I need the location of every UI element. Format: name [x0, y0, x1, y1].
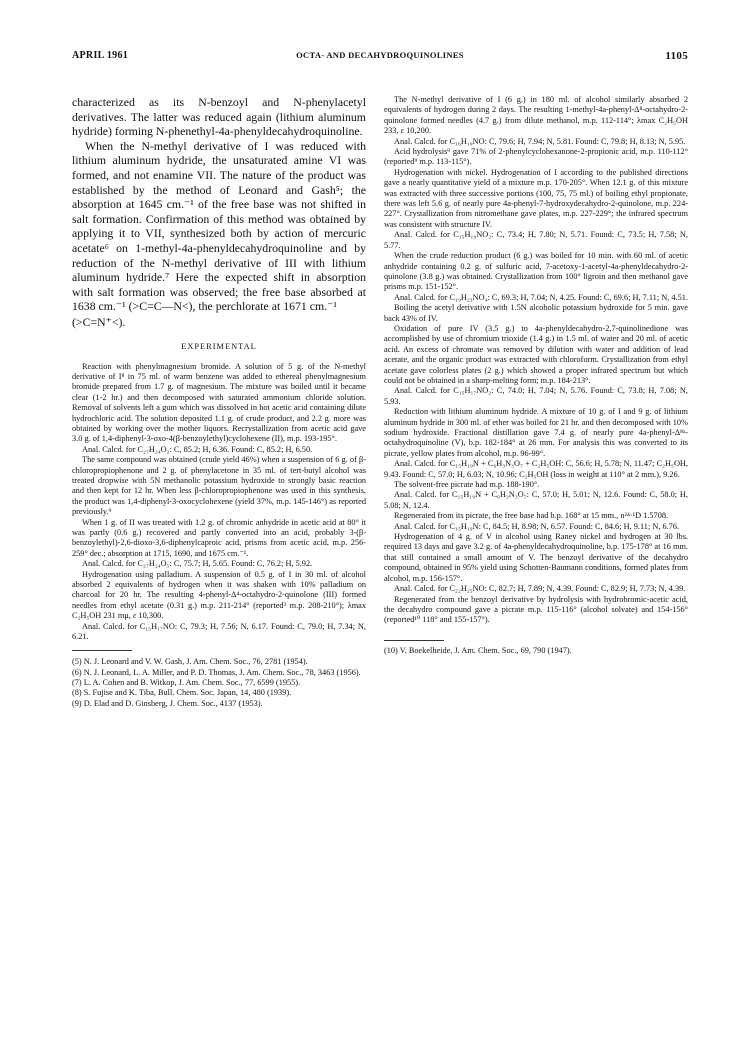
analysis-paragraph: Anal. Calcd. for C₁₆H₁₉NO: C, 79.6; H, 7.94; N, 5.81. Found: C, 79.8; H, 8.13; N, 5.95.	[394, 136, 686, 146]
page-header	[72, 50, 688, 64]
experimental-paragraph: Regenerated from its picrate, the free base had b.p. 168° at 15 mm., n²⁴·¹D 1.5708.	[394, 511, 669, 521]
experimental-paragraph: Reduction with lithium aluminum hydride. A mixture of 10 g. of I and 9 g. of lithium aluminum hydride in 300 ml. of ether was boiled for 21 hr. and then decomposed with 10% sodium hydroxide. Fractional distillation gave 7.4 g. of nearly pure 4a-phenyl-Δ⁸ᵃ-octahydroquinoline (V), b.p. 182-184° at 26 mm. For analysis this was converted to its picrate, yellow plates from alcohol, m.p. 96-99°.	[384, 407, 688, 458]
experimental-paragraph: Acid hydrolysis⁹ gave 71% of 2-phenylcyclohexanone-2-propionic acid, m.p. 110-112° (reported⁹ m.p. 113-115°).	[384, 147, 688, 167]
analysis-paragraph: Anal. Calcd. for C₂₂H₂₅NO: C, 82.7; H, 7.89; N, 4.39. Found: C, 82.9; H, 7.73; N, 4.39.	[394, 584, 686, 594]
footnote: (8) S. Fujise and K. Tiba, Bull. Chem. Soc. Japan, 14, 480 (1939).	[72, 688, 292, 698]
experimental-paragraph: Reaction with phenylmagnesium bromide. A solution of 5 g. of the N-methyl derivative of I⁸ in 75 ml. of warm benzene was added to ethereal phenylmagnesium bromide prepared from 1.7 g. of magnesium. The mixture was boiled until it became clear (1-2 hr.) and then decomposed with saturated ammonium chloride solution. Removal of solvents left a gum which was dissolved in hot acetic acid containing dilute hydrochloric acid. The solution deposited 1.1 g. of crude product, and 2.2 g. more was obtained by working over the mother liquors. Recrystallization from acetic acid gave 3.0 g. of 1,4-diphenyl-3-oxo-4(β-benzoylethyl)cyclohexene (II), m.p. 193-195°.	[72, 361, 366, 444]
analysis-paragraph: Anal. Calcd. for C₁₅H₁₉N: C, 84.5; H, 8.98; N, 6.57. Found: C, 84.6; H, 9.11; N, 6.76.	[394, 521, 680, 531]
footnote: (9) D. Elad and D. Ginsberg, J. Chem. Soc., 4137 (1953).	[72, 698, 263, 708]
footnote: (5) N. J. Leonard and V. W. Gash, J. Am. Chem. Soc., 76, 2781 (1954).	[72, 657, 308, 667]
left-column	[72, 95, 366, 1013]
analysis-paragraph: Anal. Calcd. for C₁₅H₁₉N + C₆H₃N₃O₇ + C₂H₅OH: C, 56.6; H, 5.78; N, 11.47; C₂H₅OH, 9.43. Found: C, 57.0; H, 6.03; N, 10.96; C₂H₅OH (loss in weight at 110° at 2 mm.), 9.26.	[384, 459, 688, 479]
experimental-paragraph: Oxidation of pure IV (3.5 g.) to 4a-phenyldecahydro-2,7-quinolinedione was accomplished by use of chromium trioxide (1.4 g.) in 1.5 ml. of water and 20 ml. of acetic acid. An excess of chromate was removed by dilution with water and addition of lead acetate, and the organic product was extracted with chloroform. Crystallization from ethyl acetate gave colorless plates (2 g.) which showed a proper infrared spectrum but which could not be obtained in a sharp-melting form; m.p. 184-213°.	[384, 323, 688, 385]
section-heading-experimental: EXPERIMENTAL	[181, 341, 257, 351]
experimental-paragraph: Hydrogenation using palladium. A suspension of 0.5 g. of I in 30 ml. of alcohol absorbed 2 equivalents of hydrogen when it was shaken with 10% palladium on charcoal for 20 hr. The resulting 4-phenyl-Δ⁴-octahydro-2-quinolone (III) formed needles from ethyl acetate (0.31 g.) m.p. 211-214° (reported³ m.p. 208-210°); λmax C₂H₅OH 231 mμ, ε 10,300.	[72, 569, 366, 621]
experimental-paragraph: When 1 g. of II was treated with 1.2 g. of chromic anhydride in acetic acid at 80° it was partly (0.6 g.) recovered and partly converted into an acid, probably 3-(β-benzoylethyl)-2,6-dioxo-3,6-diphenylcaproic acid, prisms from acetic acid, m.p. 256-259° dec.; absorption at 1715, 1690, and 1675 cm.⁻¹.	[72, 517, 366, 558]
footnote-divider	[384, 640, 444, 641]
iminium-notation: (>C=N⁺<).	[72, 314, 126, 329]
experimental-paragraph: The solvent-free picrate had m.p. 188-190°.	[394, 480, 540, 490]
footnote: (10) V. Boekelheide, J. Am. Chem. Soc., 69, 790 (1947).	[384, 645, 572, 655]
footnote: (7) L. A. Cohen and B. Witkop, J. Am. Chem. Soc., 77, 6599 (1955).	[72, 678, 301, 688]
body-paragraph: characterized as its N-benzoyl and N-phenylacetyl derivatives. The latter was reduced again (lithium aluminum hydride) forming N-phenethyl-4a-phenyldecahydroquinoline.	[72, 95, 366, 139]
running-date: APRIL 1961	[72, 50, 129, 61]
analysis-paragraph: Anal. Calcd. for C₁₅H₁₉NO₂: C, 73.4; H, 7.80; N, 5.71. Found: C, 73.5; H, 7.58; N, 5.77.	[384, 230, 688, 250]
body-paragraph: When the N-methyl derivative of I was reduced with lithium aluminum hydride, the unsaturated amine VI was formed, and not enamine VII. The nature of the product was established by the method of Leonard and Gash⁵; the absorption at 1645 cm.⁻¹ of the free base was not shifted in salt formation. Confirmation of this method was obtained by applying it to VII, synthesized both by action of mercuric acetate⁶ on 1-methyl-4a-phenyldecahydroquinoline and by reduction of the N-methyl derivative of III with lithium aluminum hydride.⁷ Here the expected shift in absorption with salt formation was observed; the free base absorbed at 1638 cm.⁻¹ (>C=C—N<), the perchlorate at 1671 cm.⁻¹	[72, 138, 366, 314]
experimental-paragraph: Boiling the acetyl derivative with 1.5N alcoholic potassium hydroxide for 5 min. gave back 43% of IV.	[384, 303, 688, 323]
experimental-paragraph: Hydrogenation with nickel. Hydrogenation of I according to the published directions gave a nearly quantitative yield of a mixture m.p. 170-205°. When 12.1 g. of this mixture was extracted with three successive portions (100, 75, 75 ml.) of boiling ethyl propionate, there was left 5.6 g. of nearly pure 4a-phenyl-7-hydroxydecahydro-2-quinolone, m.p. 224-227°. Crystallization from nitromethane gave plates, m.p. 227-229°; the infrared spectrum was consistent with structure IV.	[384, 167, 688, 229]
experimental-paragraph: The same compound was obtained (crude yield 46%) when a suspension of 6 g. of β-chloropropiophenone and 2 g. of phenylacetone in 35 ml. of tert-butyl alcohol was treated dropwise with 5N methanolic potassium hydroxide to strongly basic reaction and then kept for 12 hr. When less β-chloropropiophenone was used in this synthesis, the product was 1,4-diphenyl-3-oxocyclohexene (yield 37%, m.p. 145-146°) as reported previously.⁹	[72, 455, 366, 517]
experimental-paragraph: Regenerated from the benzoyl derivative by hydrolysis with hydrobromic-acetic acid, the decahydro compound gave a picrate m.p. 115-116° (alcohol solvate) and 154-156° (reported¹⁰ 118° and 155-157°).	[384, 594, 688, 625]
analysis-paragraph: Anal. Calcd. for C₂₇H₂₄O₅: C, 75.7; H, 5.65. Found: C, 76.2; H, 5.92.	[82, 559, 313, 569]
footnote: (6) N. J. Leonard, L. A. Miller, and P. D. Thomas, J. Am. Chem. Soc., 78, 3463 (1956).	[72, 667, 361, 677]
page-number: 1105	[665, 50, 688, 62]
analysis-paragraph: Anal. Calcd. for C₁₉H₂₃NO₄: C, 69.3; H, 7.04; N, 4.25. Found: C, 69.6; H, 7.11; N, 4.51.	[394, 292, 688, 302]
footnote-divider	[72, 650, 132, 651]
running-title: OCTA- AND DECAHYDROQUINOLINES	[296, 50, 464, 60]
experimental-paragraph: Hydrogenation of 4 g. of V in alcohol using Raney nickel and hydrogen at 30 lbs. required 13 days and gave 3.2 g. of 4a-phenyldecahydroquinoline, b.p. 175-178° at 16 mm. that still contained a small amount of V. The benzoyl derivative of the decahydro compound, obtained in 95% yield using Schotten-Baumann conditions, formed plates from alcohol, m.p. 156-157°.	[384, 532, 688, 583]
right-column	[384, 95, 688, 1013]
experimental-paragraph: The N-methyl derivative of I (6 g.) in 180 ml. of alcohol similarly absorbed 2 equivalents of hydrogen during 2 days. The resulting 1-methyl-4a-phenyl-Δ⁸-octahydro-2-quinolone formed needles (4.7 g.) from dilute methanol, m.p. 112-114°; λmax C₂H₅OH 233, ε 10,200.	[384, 95, 688, 136]
footnotes	[72, 657, 366, 708]
analysis-paragraph: Anal. Calcd. for C₂₇H₂₄O₂: C, 85.2; H, 6.36. Found: C, 85.2; H, 6.50.	[82, 444, 313, 454]
experimental-paragraph: When the crude reduction product (6 g.) was boiled for 10 min. with 60 ml. of acetic anhydride containing 0.2 g. of sulfuric acid, 7-acetoxy-1-acetyl-4a-phenyldecahydro-2-quinolone (3.8 g.) was obtained. Crystallization from 100° ligroin and then methanol gave prisms m.p. 151-152°.	[384, 251, 688, 292]
analysis-paragraph: Anal. Calcd. for C₁₅H₁₉N + C₆H₃N₃O₇: C, 57.0; H, 5.01; N, 12.6. Found: C, 58.0; H, 5.08; N, 12.4.	[384, 490, 688, 510]
analysis-paragraph: Anal. Calcd. for C₁₅H₁₇NO₂: C, 74.0; H, 7.04; N, 5.76. Found: C, 73.8; H, 7.08; N, 5.93.	[384, 386, 688, 406]
analysis-paragraph: Anal. Calcd. for C₁₅H₁₇NO: C, 79.3; H, 7.56; N, 6.17. Found: C, 79.0; H, 7.34; N, 6.21.	[72, 621, 366, 642]
